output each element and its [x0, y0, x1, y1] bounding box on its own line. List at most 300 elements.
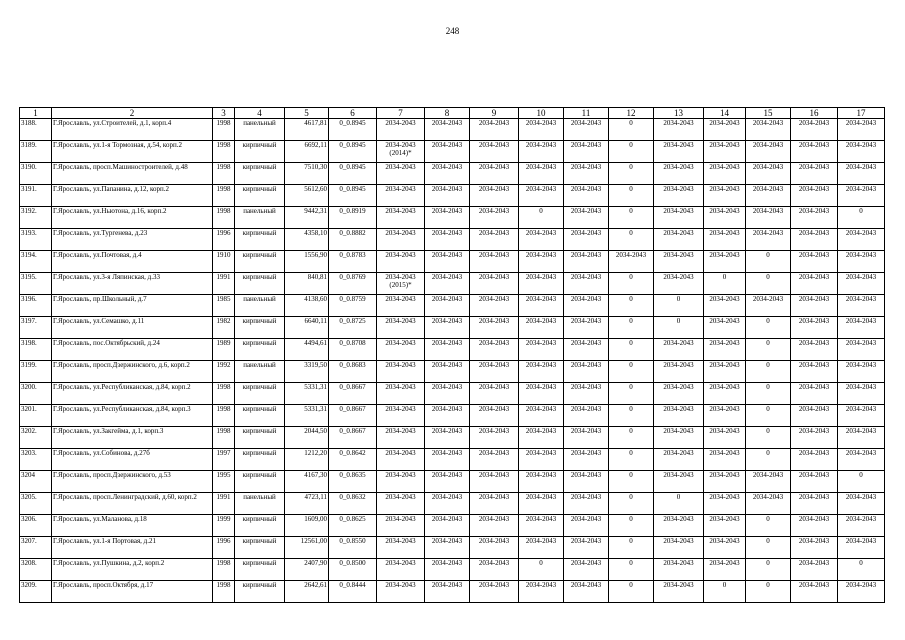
table-cell: 2034-2043	[791, 141, 838, 163]
row-number-cell: 3195.	[20, 273, 52, 295]
table-cell: 2034-2043	[609, 251, 654, 273]
table-cell: панельный	[235, 493, 285, 515]
table-cell: 2034-2043	[470, 449, 519, 471]
table-cell: 2034-2043	[654, 185, 704, 207]
table-cell: 0_0.8769	[329, 273, 377, 295]
table-row	[20, 537, 885, 559]
table-cell: 2034-2043	[519, 141, 564, 163]
table-cell: 2034-2043	[470, 559, 519, 581]
table-cell: 0	[609, 295, 654, 317]
table-cell: 9442,31	[285, 207, 329, 229]
address-cell: Г.Ярославль, просп.Дзержинского, д.53	[52, 471, 213, 493]
table-cell: кирпичный	[235, 515, 285, 537]
table-cell: 2034-2043	[791, 581, 838, 603]
table-cell: 2034-2043	[377, 207, 425, 229]
table-cell: 0_0.8945	[329, 141, 377, 163]
table-row	[20, 383, 885, 405]
table-cell: 0	[609, 449, 654, 471]
table-cell: 2034-2043	[746, 141, 791, 163]
table-cell: 2034-2043	[377, 427, 425, 449]
table-cell: 2034-2043	[838, 493, 885, 515]
column-header: 14	[704, 108, 746, 119]
table-cell: 2034-2043	[519, 339, 564, 361]
table-cell: 2034-2043	[470, 471, 519, 493]
table-cell: 2034-2043	[519, 515, 564, 537]
table-cell: 2034-2043	[377, 339, 425, 361]
table-cell: кирпичный	[235, 405, 285, 427]
table-cell: 0	[609, 185, 654, 207]
table-cell: 2034-2043	[377, 185, 425, 207]
table-cell: 4723,11	[285, 493, 329, 515]
table-cell: 2034-2043	[470, 295, 519, 317]
table-cell: 2034-2043	[470, 361, 519, 383]
table-cell: 0	[654, 493, 704, 515]
table-cell: кирпичный	[235, 185, 285, 207]
address-cell: Г.Ярославль, просп.Дзержинского, д.6, корп.2	[52, 361, 213, 383]
table-cell: 0	[746, 559, 791, 581]
table-cell: 2034-2043	[791, 251, 838, 273]
table-cell: 0	[838, 207, 885, 229]
table-cell: 2034-2043	[746, 207, 791, 229]
table-cell: 2034-2043	[425, 141, 470, 163]
row-number-cell: 3193.	[20, 229, 52, 251]
table-cell: кирпичный	[235, 581, 285, 603]
table-cell: 2034-2043	[791, 185, 838, 207]
table-cell: 1998	[213, 185, 235, 207]
table-cell: 2034-2043	[377, 493, 425, 515]
address-cell: Г.Ярославль, ул.Пушкина, д.2, корп.2	[52, 559, 213, 581]
table-cell: 2034-2043	[425, 515, 470, 537]
table-cell: 1996	[213, 229, 235, 251]
table-cell: 0	[704, 273, 746, 295]
table-body	[20, 119, 885, 603]
table-cell: 2034-2043	[519, 493, 564, 515]
address-cell: Г.Ярославль, ул.Республиканская, д.84, корп.2	[52, 383, 213, 405]
table-cell: 2034-2043	[746, 185, 791, 207]
table-cell: 0	[519, 207, 564, 229]
table-cell: 2034-2043	[838, 141, 885, 163]
table-row	[20, 339, 885, 361]
table-cell: 2034-2043	[470, 141, 519, 163]
table-cell: 2034-2043	[564, 405, 609, 427]
table-cell: 2034-2043	[519, 185, 564, 207]
table-cell: 1991	[213, 273, 235, 295]
table-cell: 0	[519, 559, 564, 581]
table-cell: 2034-2043	[791, 295, 838, 317]
table-cell: 2034-2043	[564, 383, 609, 405]
address-cell: Г.Ярославль, ул.Маланова, д.18	[52, 515, 213, 537]
table-cell: 2034-2043	[425, 251, 470, 273]
table-cell: 2034-2043	[425, 361, 470, 383]
table-cell: 2034-2043	[704, 493, 746, 515]
table-cell: 5612,60	[285, 185, 329, 207]
table-cell: 2034-2043 (2015)*	[377, 273, 425, 295]
table-cell: 2034-2043	[564, 229, 609, 251]
table-cell: 0_0.8632	[329, 493, 377, 515]
column-header: 4	[235, 108, 285, 119]
table-cell: 2034-2043	[425, 185, 470, 207]
row-number-cell: 3188.	[20, 119, 52, 141]
table-cell: 2034-2043	[654, 471, 704, 493]
table-cell: 2034-2043	[654, 229, 704, 251]
table-cell: панельный	[235, 119, 285, 141]
table-cell: 5331,31	[285, 383, 329, 405]
table-cell: 0	[654, 317, 704, 339]
table-cell: 2034-2043	[791, 361, 838, 383]
table-cell: 0_0.8945	[329, 119, 377, 141]
table-cell: 2034-2043	[654, 207, 704, 229]
table-cell: 0	[746, 317, 791, 339]
table-cell: 2034-2043	[564, 515, 609, 537]
table-cell: 0	[704, 581, 746, 603]
table-cell: 2034-2043	[425, 119, 470, 141]
table-cell: 2034-2043	[377, 515, 425, 537]
table-cell: 2034-2043	[470, 273, 519, 295]
table-cell: 0	[746, 515, 791, 537]
table-cell: 2034-2043	[425, 559, 470, 581]
table-cell: 2034-2043	[704, 361, 746, 383]
table-cell: 2034-2043	[838, 251, 885, 273]
table-cell: 4167,30	[285, 471, 329, 493]
table-cell: 2034-2043	[791, 559, 838, 581]
address-cell: Г.Ярославль, ул.Семашко, д.11	[52, 317, 213, 339]
table-cell: 1212,20	[285, 449, 329, 471]
table-cell: 0	[838, 559, 885, 581]
table-cell: 2034-2043	[377, 559, 425, 581]
table-cell: 2034-2043	[564, 361, 609, 383]
table-cell: 0	[609, 119, 654, 141]
table-cell: 2034-2043	[746, 493, 791, 515]
table-cell: 2034-2043	[564, 295, 609, 317]
table-cell: 2034-2043	[654, 119, 704, 141]
table-cell: 0_0.8783	[329, 251, 377, 273]
table-row	[20, 361, 885, 383]
table-cell: 2034-2043	[425, 273, 470, 295]
table-cell: 7510,30	[285, 163, 329, 185]
table-cell: панельный	[235, 361, 285, 383]
column-header: 16	[791, 108, 838, 119]
table-cell: 0	[609, 515, 654, 537]
table-cell: 2034-2043	[564, 207, 609, 229]
table-cell: 2034-2043	[654, 427, 704, 449]
table-cell: 2034-2043	[791, 427, 838, 449]
table-cell: 2034-2043	[564, 251, 609, 273]
table-cell: 2034-2043	[704, 141, 746, 163]
table-cell: 2034-2043	[838, 449, 885, 471]
table-cell: 2034-2043	[564, 185, 609, 207]
table-cell: 2034-2043	[838, 273, 885, 295]
table-cell: 4617,81	[285, 119, 329, 141]
table-cell: 2034-2043	[425, 295, 470, 317]
table-cell: 2034-2043	[425, 339, 470, 361]
table-cell: 2034-2043	[564, 559, 609, 581]
table-cell: 0	[746, 361, 791, 383]
table-cell: 1998	[213, 581, 235, 603]
address-cell: Г.Ярославль, ул.1-я Портовая, д.21	[52, 537, 213, 559]
table-cell: 0	[609, 141, 654, 163]
address-cell: Г.Ярославль, ул.Тургенева, д.23	[52, 229, 213, 251]
table-cell: 2034-2043	[746, 119, 791, 141]
table-cell: 0	[746, 449, 791, 471]
table-cell: 2034-2043	[564, 273, 609, 295]
table-cell: 2034-2043	[654, 405, 704, 427]
table-cell: 2034-2043	[564, 449, 609, 471]
table-cell: 1998	[213, 119, 235, 141]
table-cell: 2034-2043	[377, 229, 425, 251]
table-cell: 1995	[213, 471, 235, 493]
table-cell: 2034-2043	[377, 405, 425, 427]
table-cell: 2034-2043	[425, 229, 470, 251]
table-cell: 2034-2043	[425, 207, 470, 229]
table-cell: 2034-2043	[746, 163, 791, 185]
table-cell: 2034-2043	[470, 251, 519, 273]
table-cell: 2034-2043	[519, 383, 564, 405]
table-cell: 2034-2043	[838, 427, 885, 449]
table-cell: 2034-2043	[564, 119, 609, 141]
table-cell: 2034-2043	[838, 537, 885, 559]
table-cell: 2034-2043	[791, 449, 838, 471]
table-cell: 1556,90	[285, 251, 329, 273]
header-row	[20, 108, 885, 119]
table-cell: 0	[746, 427, 791, 449]
table-cell: 2034-2043	[519, 537, 564, 559]
table-cell: кирпичный	[235, 427, 285, 449]
table-cell: 2034-2043	[470, 185, 519, 207]
table-cell: 0	[609, 229, 654, 251]
table-cell: 2034-2043	[791, 383, 838, 405]
table-row	[20, 229, 885, 251]
table-cell: 2034-2043	[838, 119, 885, 141]
table-cell: 0_0.8667	[329, 405, 377, 427]
page-number: 248	[445, 26, 460, 36]
row-number-cell: 3200.	[20, 383, 52, 405]
column-header: 10	[519, 108, 564, 119]
table-cell: 2034-2043	[519, 449, 564, 471]
table-cell: 12561,00	[285, 537, 329, 559]
table-cell: 2034-2043	[746, 229, 791, 251]
housing-table	[19, 107, 885, 603]
table-cell: 2034-2043	[704, 163, 746, 185]
table-cell: 2034-2043	[564, 493, 609, 515]
table-cell: 0_0.8667	[329, 427, 377, 449]
table-cell: кирпичный	[235, 251, 285, 273]
table-cell: 1999	[213, 515, 235, 537]
table-cell: 2034-2043	[470, 515, 519, 537]
table-cell: 2034-2043	[470, 163, 519, 185]
table-cell: 2034-2043	[564, 537, 609, 559]
table-cell: 2034-2043	[704, 251, 746, 273]
table-cell: 1997	[213, 449, 235, 471]
table-cell: 2034-2043	[791, 405, 838, 427]
table-cell: 0	[609, 405, 654, 427]
table-cell: 0	[609, 317, 654, 339]
table-cell: 1989	[213, 339, 235, 361]
table-cell: кирпичный	[235, 559, 285, 581]
table-cell: 2034-2043	[425, 449, 470, 471]
table-cell: 4494,61	[285, 339, 329, 361]
table-cell: 0_0.8625	[329, 515, 377, 537]
table-cell: 0	[746, 251, 791, 273]
table-cell: 2034-2043	[704, 229, 746, 251]
address-cell: Г.Ярославль, ул.Собинова, д.27б	[52, 449, 213, 471]
table-row	[20, 493, 885, 515]
table-cell: 6692,11	[285, 141, 329, 163]
table-cell: 2034-2043	[519, 295, 564, 317]
table-cell: 2034-2043	[470, 581, 519, 603]
table-row	[20, 295, 885, 317]
table-cell: 2034-2043	[377, 383, 425, 405]
table-cell: 2034-2043	[425, 405, 470, 427]
table-row	[20, 251, 885, 273]
address-cell: Г.Ярославль, ул.Республиканская, д.84, корп.3	[52, 405, 213, 427]
table-cell: 6640,11	[285, 317, 329, 339]
table-cell: 2034-2043	[470, 229, 519, 251]
table-cell: 2642,61	[285, 581, 329, 603]
table-cell: 2034-2043	[654, 537, 704, 559]
table-cell: 2034-2043	[564, 471, 609, 493]
table-cell: 2034-2043	[791, 317, 838, 339]
table-cell: кирпичный	[235, 383, 285, 405]
table-cell: 2034-2043	[519, 251, 564, 273]
table-cell: 2034-2043	[425, 581, 470, 603]
table-cell: 2034-2043	[704, 383, 746, 405]
table-cell: 2034-2043	[377, 317, 425, 339]
table-row	[20, 559, 885, 581]
table-cell: 2034-2043	[470, 339, 519, 361]
table-cell: 2034-2043	[838, 229, 885, 251]
table-row	[20, 185, 885, 207]
table-cell: 0	[609, 471, 654, 493]
table-cell: 2034-2043	[704, 559, 746, 581]
column-header: 11	[564, 108, 609, 119]
table-row	[20, 273, 885, 295]
table-cell: 2034-2043	[377, 471, 425, 493]
table-cell: 2034-2043	[791, 471, 838, 493]
row-number-cell: 3205.	[20, 493, 52, 515]
table-cell: 0	[609, 207, 654, 229]
table-cell: кирпичный	[235, 471, 285, 493]
table-cell: 0_0.8945	[329, 185, 377, 207]
table-cell: 2034-2043	[377, 251, 425, 273]
column-header: 8	[425, 108, 470, 119]
table-cell: 2034-2043	[791, 119, 838, 141]
table-cell: 2034-2043	[838, 361, 885, 383]
row-number-cell: 3202.	[20, 427, 52, 449]
table-cell: 2034-2043	[519, 163, 564, 185]
table-cell: кирпичный	[235, 449, 285, 471]
table-cell: 0_0.8500	[329, 559, 377, 581]
table-cell: 2034-2043	[791, 339, 838, 361]
table-cell: 2034-2043	[470, 537, 519, 559]
table-cell: 2034-2043	[425, 493, 470, 515]
row-number-cell: 3196.	[20, 295, 52, 317]
row-number-cell: 3198.	[20, 339, 52, 361]
table-cell: 2034-2043	[838, 317, 885, 339]
table-row	[20, 449, 885, 471]
table-cell: 0	[746, 537, 791, 559]
table-cell: 2034-2043	[838, 515, 885, 537]
table-cell: 840,81	[285, 273, 329, 295]
table-cell: панельный	[235, 295, 285, 317]
table-cell: 2034-2043	[564, 163, 609, 185]
table-cell: кирпичный	[235, 141, 285, 163]
table-cell: 0_0.8683	[329, 361, 377, 383]
table-cell: 0	[609, 493, 654, 515]
table-cell: 2034-2043	[654, 141, 704, 163]
row-number-cell: 3207.	[20, 537, 52, 559]
table-cell: 2034-2043	[470, 427, 519, 449]
address-cell: Г.Ярославль, ул.1-я Тормозная, д.54, корп.2	[52, 141, 213, 163]
table-cell: 2044,50	[285, 427, 329, 449]
table-cell: 0	[746, 581, 791, 603]
table-cell: 0_0.8882	[329, 229, 377, 251]
table-cell: 3319,50	[285, 361, 329, 383]
table-cell: 2034-2043	[470, 405, 519, 427]
table-cell: 2034-2043	[746, 471, 791, 493]
table-cell: 2034-2043	[519, 317, 564, 339]
table-cell: кирпичный	[235, 537, 285, 559]
table-cell: 1998	[213, 427, 235, 449]
table-row	[20, 207, 885, 229]
table-cell: 2034-2043	[791, 515, 838, 537]
table-cell: 4138,60	[285, 295, 329, 317]
table-cell: 2034-2043	[470, 493, 519, 515]
table-cell: 2034-2043	[704, 119, 746, 141]
table-cell: 2034-2043	[377, 163, 425, 185]
table-cell: 0_0.8642	[329, 449, 377, 471]
address-cell: Г.Ярославль, ул.Почтовая, д.4	[52, 251, 213, 273]
table-cell: 2034-2043	[564, 317, 609, 339]
table-cell: 0_0.8708	[329, 339, 377, 361]
row-number-cell: 3197.	[20, 317, 52, 339]
table-cell: 0	[609, 361, 654, 383]
table-cell: 2034-2043	[377, 537, 425, 559]
column-header: 12	[609, 108, 654, 119]
table-cell: 2034-2043	[470, 207, 519, 229]
table-cell: 2034-2043	[564, 339, 609, 361]
table-cell: 2034-2043	[654, 273, 704, 295]
table-cell: 1985	[213, 295, 235, 317]
address-cell: Г.Ярославль, ул.Папанина, д.12, корп.2	[52, 185, 213, 207]
table-cell: 0_0.8945	[329, 163, 377, 185]
table-cell: 0	[609, 339, 654, 361]
table-cell: 2034-2043 (2014)*	[377, 141, 425, 163]
table-cell: 2034-2043	[838, 163, 885, 185]
table-cell: 2034-2043	[470, 317, 519, 339]
table-cell: 5331,31	[285, 405, 329, 427]
table-cell: 2034-2043	[564, 141, 609, 163]
table-row	[20, 141, 885, 163]
table-cell: 2034-2043	[377, 119, 425, 141]
address-cell: Г.Ярославль, просп.Машиностроителей, д.48	[52, 163, 213, 185]
table-cell: 2034-2043	[704, 339, 746, 361]
table-row	[20, 163, 885, 185]
table-cell: 1998	[213, 383, 235, 405]
table-row	[20, 515, 885, 537]
table-cell: 2034-2043	[377, 581, 425, 603]
table-row	[20, 405, 885, 427]
address-cell: Г.Ярославль, ул.Закгейма, д.1, корп.3	[52, 427, 213, 449]
table-cell: 2034-2043	[704, 295, 746, 317]
table-cell: 0	[609, 559, 654, 581]
column-header: 3	[213, 108, 235, 119]
column-header: 2	[52, 108, 213, 119]
row-number-cell: 3189.	[20, 141, 52, 163]
table-cell: 0_0.8667	[329, 383, 377, 405]
table-cell: 2034-2043	[838, 185, 885, 207]
table-cell: кирпичный	[235, 273, 285, 295]
table-cell: 0	[746, 405, 791, 427]
